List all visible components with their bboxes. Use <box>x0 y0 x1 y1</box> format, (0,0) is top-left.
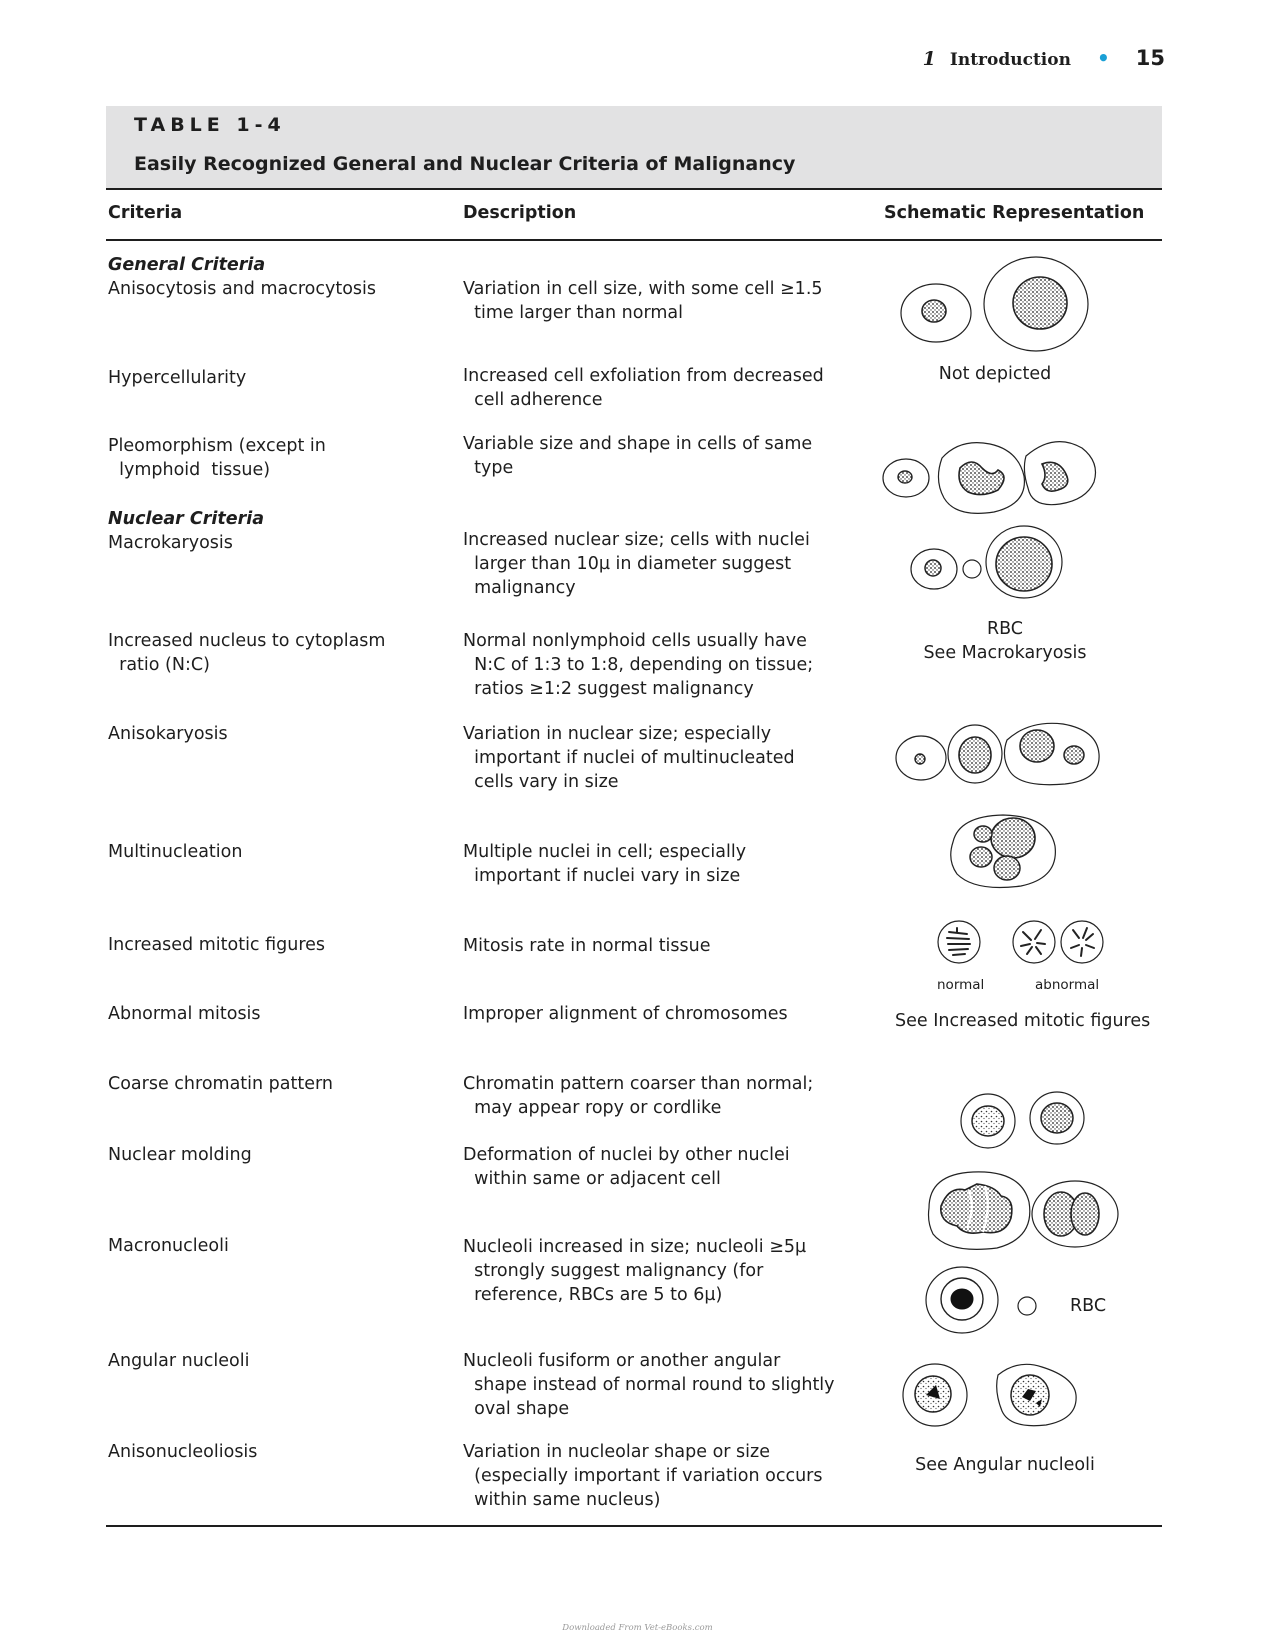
pleomorphism-schematic <box>882 428 1102 516</box>
mitotic-figures-schematic <box>937 920 1117 968</box>
footer-watermark: Downloaded From Vet-eBooks.com <box>562 1623 713 1633</box>
description-cell: Increased nuclear size; cells with nuclei larger than 10µ in diameter suggest malignancy <box>463 530 810 598</box>
multinucleation-schematic <box>945 812 1060 892</box>
description-cell: Mitosis rate in normal tissue <box>463 936 711 956</box>
column-header-schematic: Schematic Representation <box>884 203 1145 223</box>
description-cell: Variation in nuclear size; especially important if nuclei of multinucleated cells vary in size <box>463 724 795 792</box>
criteria-cell: Macrokaryosis <box>108 533 233 553</box>
criteria-cell: Multinucleation <box>108 842 243 862</box>
column-header-criteria: Criteria <box>108 203 183 223</box>
criteria-cell: Anisonucleoliosis <box>108 1442 258 1462</box>
section-general-criteria: General Criteria <box>108 255 266 275</box>
criteria-cell: Anisokaryosis <box>108 724 228 744</box>
description-cell: Nucleoli increased in size; nucleoli ≥5µ strongly suggest malignancy (for reference, RBCs are 5 to 6µ) <box>463 1237 807 1305</box>
schematic-caption: See Angular nucleoli <box>915 1455 1095 1475</box>
anisocytosis-schematic <box>900 255 1090 355</box>
description-cell: Deformation of nuclei by other nuclei within same or adjacent cell <box>463 1145 790 1189</box>
criteria-cell: Abnormal mitosis <box>108 1004 261 1024</box>
criteria-cell: Macronucleoli <box>108 1236 229 1256</box>
description-cell: Improper alignment of chromosomes <box>463 1004 788 1024</box>
description-cell: Variation in cell size, with some cell ≥1.5 time larger than normal <box>463 279 823 323</box>
schematic-caption: Not depicted <box>938 364 1052 384</box>
header-rule <box>106 239 1162 241</box>
description-cell: Variation in nucleolar shape or size (especially important if variation occurs within same nucleus) <box>463 1442 823 1510</box>
schematic-caption: RBC See Macrokaryosis <box>923 619 1087 663</box>
criteria-cell: Angular nucleoli <box>108 1351 250 1371</box>
criteria-cell: Increased mitotic figures <box>108 935 326 955</box>
chapter-title: Introduction <box>949 50 1071 70</box>
column-header-description: Description <box>463 203 577 223</box>
angular-nucleoli-schematic <box>902 1355 1082 1429</box>
criteria-cell: Increased nucleus to cytoplasm ratio (N:C) <box>108 631 386 675</box>
running-header <box>923 46 1165 70</box>
nuclear-molding-schematic <box>925 1168 1125 1254</box>
description-cell: Nucleoli fusiform or another angular shape instead of normal round to slightly oval shape <box>463 1351 835 1419</box>
mitosis-normal-label: normal <box>937 977 985 993</box>
description-cell: Increased cell exfoliation from decreased cell adherence <box>463 366 824 410</box>
criteria-cell: Pleomorphism (except in lymphoid tissue) <box>108 436 326 480</box>
description-cell: Variable size and shape in cells of same type <box>463 434 813 478</box>
macrokaryosis-schematic <box>910 523 1080 601</box>
page-number: 15 <box>1135 46 1165 70</box>
description-cell: Multiple nuclei in cell; especially important if nuclei vary in size <box>463 842 747 886</box>
macronucleoli-rbc-label: RBC <box>1070 1296 1107 1316</box>
criteria-cell: Anisocytosis and macrocytosis <box>108 279 376 299</box>
table-title: Easily Recognized General and Nuclear Criteria of Malignancy <box>134 153 796 175</box>
criteria-cell: Nuclear molding <box>108 1145 252 1165</box>
macronucleoli-schematic <box>925 1264 1045 1336</box>
schematic-caption: See Increased mitotic figures <box>895 1011 1151 1031</box>
chapter-number: 1 <box>922 48 936 70</box>
anisokaryosis-schematic <box>895 718 1105 788</box>
description-cell: Chromatin pattern coarser than normal; may appear ropy or cordlike <box>463 1074 814 1118</box>
section-nuclear-criteria: Nuclear Criteria <box>108 509 265 529</box>
criteria-cell: Hypercellularity <box>108 368 247 388</box>
table-bottom-rule <box>106 1525 1162 1527</box>
table-header-box <box>106 106 1162 190</box>
coarse-chromatin-schematic <box>960 1090 1088 1150</box>
mitosis-abnormal-label: abnormal <box>1035 977 1100 993</box>
table-label: TABLE 1-4 <box>134 114 286 136</box>
criteria-cell: Coarse chromatin pattern <box>108 1074 333 1094</box>
header-separator: • <box>1096 46 1110 70</box>
description-cell: Normal nonlymphoid cells usually have N:C of 1:3 to 1:8, depending on tissue; ratios ≥1:2 suggest malignancy <box>463 631 814 699</box>
